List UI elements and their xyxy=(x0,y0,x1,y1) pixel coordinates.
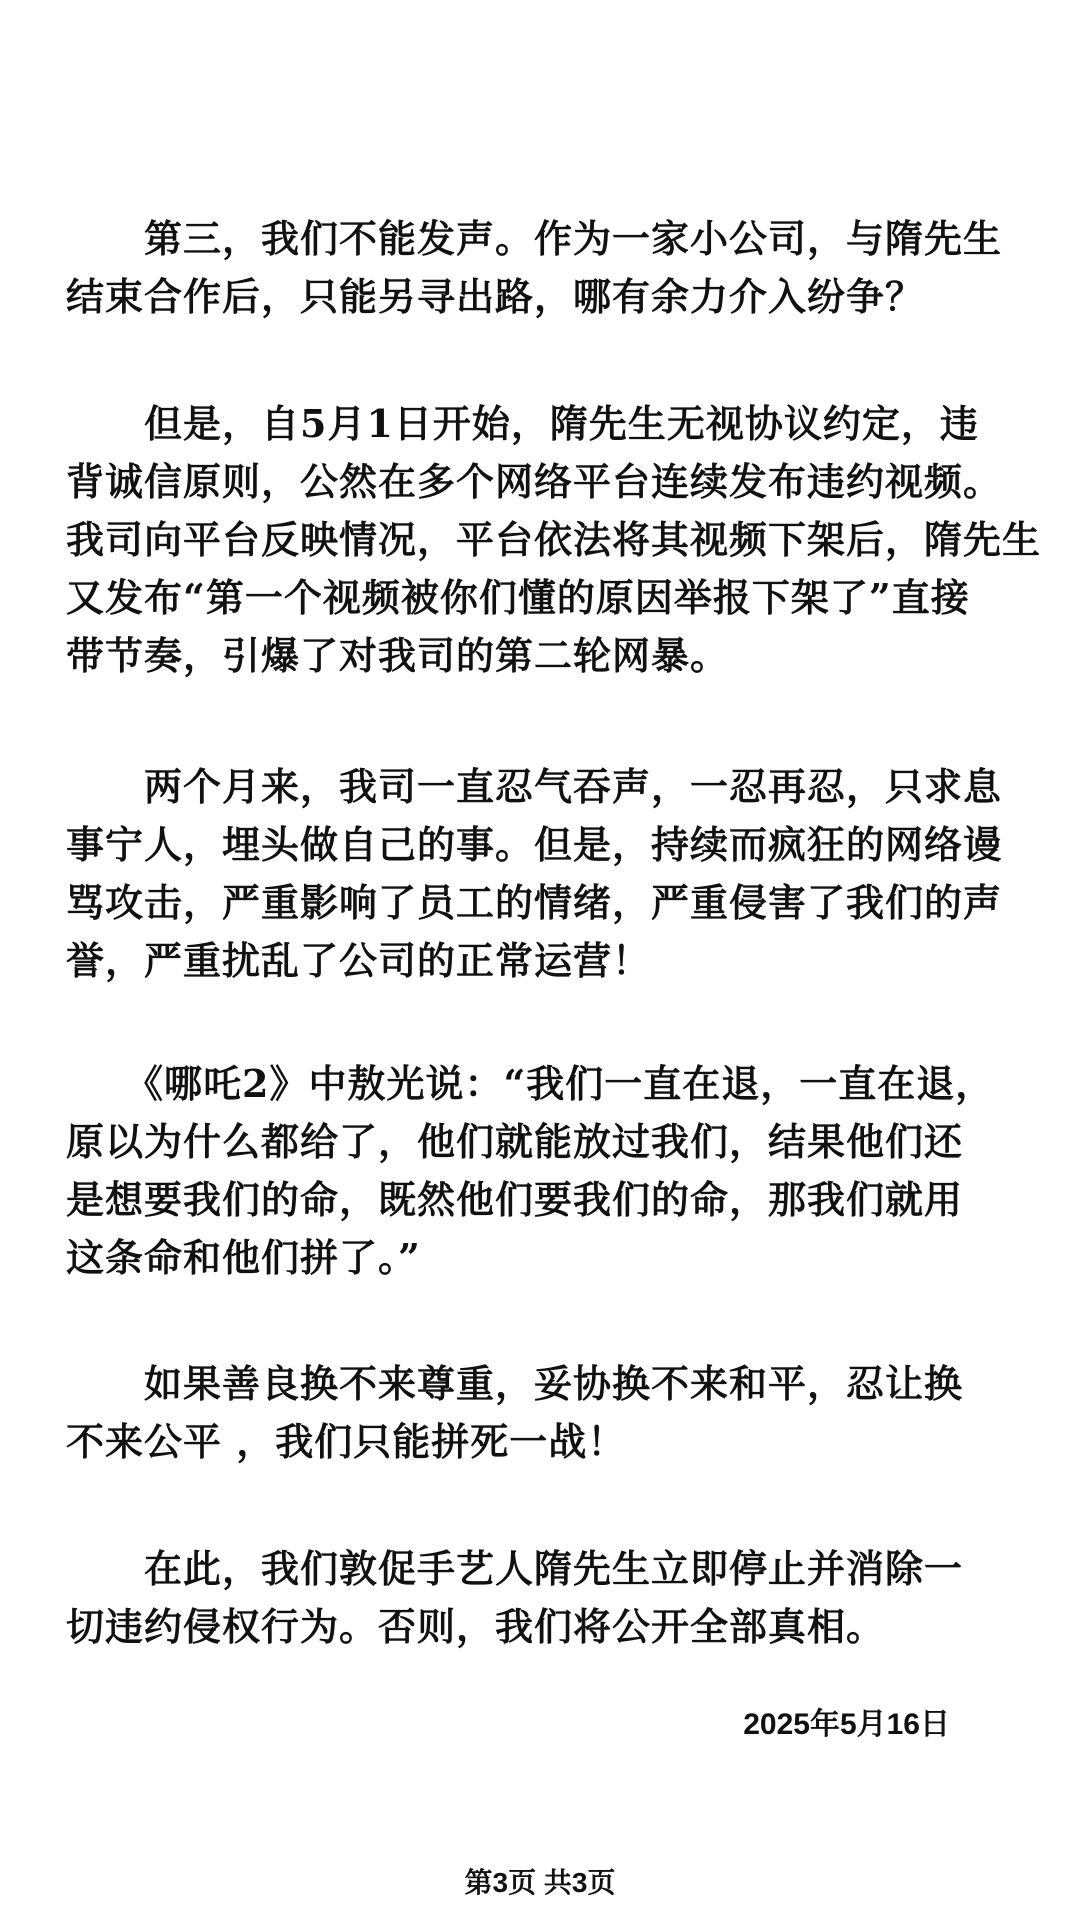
paragraph-line: 我司向平台反映情况，平台依法将其视频下架后，隋先生 xyxy=(66,517,1042,562)
paragraph-line: 这条命和他们拼了。” xyxy=(66,1235,421,1280)
paragraph-line: 誉，严重扰乱了公司的正常运营！ xyxy=(66,938,652,983)
paragraph-line: 在此，我们敦促手艺人隋先生立即停止并消除一 xyxy=(66,1546,964,1591)
paragraph-2 xyxy=(66,395,1042,685)
paragraph-line: 事宁人，埋头做自己的事。但是，持续而疯狂的网络谩 xyxy=(66,822,1003,867)
paragraph-line: 第三，我们不能发声。作为一家小公司，与隋先生 xyxy=(66,216,1003,261)
paragraph-line: 带节奏，引爆了对我司的第二轮网暴。 xyxy=(66,633,730,678)
paragraph-line: 又发布“第一个视频被你们懂的原因举报下架了”直接 xyxy=(66,575,970,620)
paragraph-line: 但是，自5月1日开始，隋先生无视协议约定，违 xyxy=(66,401,979,446)
paragraph-line: 两个月来，我司一直忍气吞声，一忍再忍，只求息 xyxy=(66,764,1003,809)
document-date: 2025年5月16日 xyxy=(743,1708,950,1741)
paragraph-4 xyxy=(66,1055,1026,1287)
paragraph-line: 如果善良换不来尊重，妥协换不来和平，忍让换 xyxy=(66,1361,964,1406)
paragraph-line: 骂攻击，严重影响了员工的情绪，严重侵害了我们的声 xyxy=(66,880,1003,925)
paragraph-line: 背诚信原则，公然在多个网络平台连续发布违约视频。 xyxy=(66,459,1003,504)
paragraph-3 xyxy=(66,758,1026,990)
paragraph-6 xyxy=(66,1540,1026,1656)
paragraph-line: 结束合作后，只能另寻出路，哪有余力介入纷争？ xyxy=(66,274,925,319)
paragraph-line: 不来公平 ，我们只能拼死一战！ xyxy=(66,1419,627,1464)
paragraph-1 xyxy=(66,210,1026,326)
paragraph-line: 是想要我们的命，既然他们要我们的命，那我们就用 xyxy=(66,1177,964,1222)
paragraph-line: 切违约侵权行为。否则，我们将公开全部真相。 xyxy=(66,1604,886,1649)
paragraph-line: 《哪吒2》中敖光说：“我们一直在退，一直在退， xyxy=(66,1061,995,1106)
page-number: 第3页 共3页 xyxy=(464,1867,616,1898)
paragraph-5 xyxy=(66,1355,1026,1471)
paragraph-line: 原以为什么都给了，他们就能放过我们，结果他们还 xyxy=(66,1119,964,1164)
